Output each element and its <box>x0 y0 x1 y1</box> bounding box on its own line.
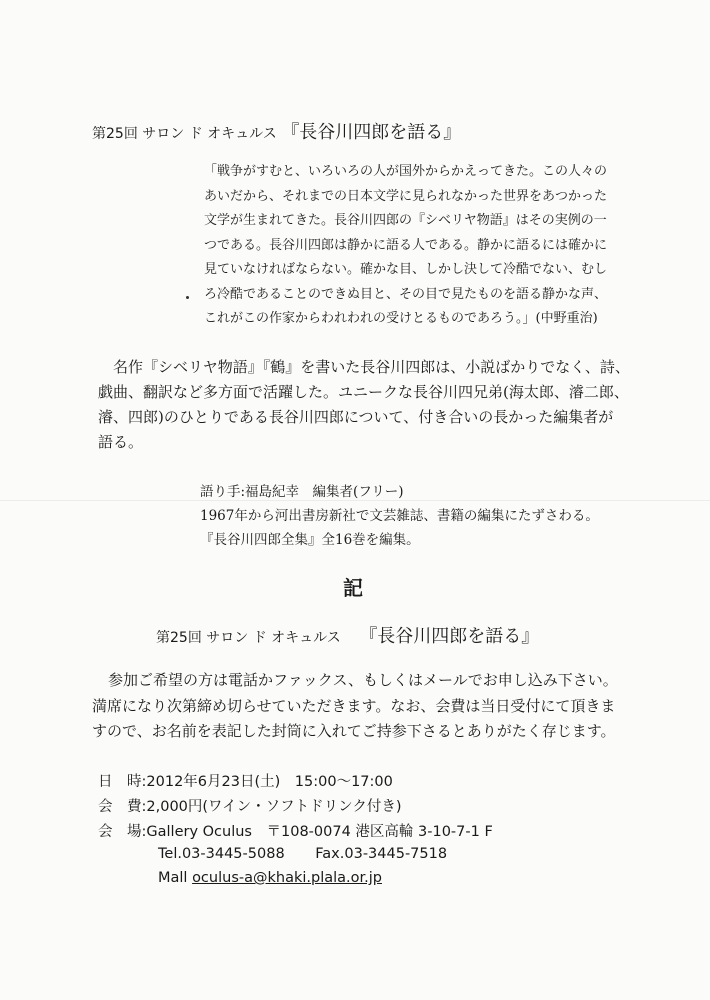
date-label: 日 時: <box>98 774 147 790</box>
speaker-line: 1967年から河出書房新社で文芸雑誌、書籍の編集にたずさわる。 <box>200 508 599 524</box>
record-mark: 記 <box>343 576 363 600</box>
venue-value: Gallery Oculus 〒108-0074 港区高輪 3-10-7-1 F <box>146 824 493 840</box>
notice-line: すので、お名前を表記した封筒に入れてご持参下さるとありがたく存じます。 <box>92 722 616 740</box>
event-number: 第25回 サロン ド オキュルス <box>92 126 277 142</box>
fee-label: 会 費: <box>98 799 147 815</box>
notice-line: 参加ご希望の方は電話かファックス、もしくはメールでお申し込み下さい。 <box>108 671 618 689</box>
event-title-2: 『長谷川四郎を語る』 <box>359 626 540 647</box>
quote-line: これがこの作家からわれわれの受けとるものであろう。」(中野重治) <box>204 311 598 326</box>
quote-line: つである。長谷川四郎は静かに語る人である。静かに語るには確かに <box>204 237 608 253</box>
venue-row <box>98 820 493 841</box>
speaker-line: 語り手:福島紀幸 編集者(フリー) <box>200 484 404 500</box>
mail-label: Mall <box>158 870 188 886</box>
notice-paragraph <box>92 668 618 745</box>
mail-row <box>158 870 382 886</box>
quote-block <box>204 160 607 332</box>
fee-row <box>98 795 402 816</box>
fee-value: 2,000円(ワイン・ソフトドリンク付き) <box>146 799 402 815</box>
intro-line: 戯曲、翻訳など多方面で活躍した。ユニークな長谷川四兄弟(海太郎、濬二郎、 <box>98 383 629 401</box>
stray-mark <box>186 296 189 299</box>
date-value: 2012年6月23日(土) 15:00〜17:00 <box>146 774 393 790</box>
event-heading <box>92 118 461 144</box>
quote-line: ろ冷酷であることのできぬ目と、その目で見たものを語る静かな声、 <box>204 286 608 302</box>
email-link[interactable]: oculus-a@khaki.plala.or.jp <box>192 870 382 886</box>
intro-paragraph <box>98 355 630 455</box>
tel-number: Tel.03-3445-5088 <box>158 846 285 862</box>
quote-line: 見ていなければならない。確かな目、しかし決して冷酷でない、むし <box>204 262 608 277</box>
speaker-line: 『長谷川四郎全集』全16巻を編集。 <box>200 532 420 548</box>
notice-line: 満席になり次第締め切らせていただきます。なお、会費は当日受付にて頂きま <box>92 696 616 715</box>
quote-line: 文学が生まれてきた。長谷川四郎の『シベリヤ物語』はその実例の一 <box>204 213 607 228</box>
intro-line: 名作『シベリヤ物語』『鶴』を書いた長谷川四郎は、小説ばかりでなく、詩、 <box>113 358 630 376</box>
quote-line: あいだから、それまでの日本文学に見られなかった世界をあつかった <box>204 188 608 204</box>
fax-number: Fax.03-3445-7518 <box>315 846 448 862</box>
contact-row <box>158 846 447 862</box>
intro-line: 語る。 <box>98 433 144 451</box>
venue-label: 会 場: <box>98 824 147 840</box>
event-title: 『長谷川四郎を語る』 <box>281 122 462 143</box>
intro-line: 濬、四郎)のひとりである長谷川四郎について、付き合いの長かった編集者が <box>98 408 614 426</box>
event-number-2: 第25回 サロン ド オキュルス <box>156 630 341 646</box>
event-heading-2 <box>156 622 539 648</box>
date-row <box>98 770 393 791</box>
quote-line: 「戦争がすむと、いろいろの人が国外からかえってきた。この人々の <box>204 164 608 179</box>
speaker-profile <box>200 480 599 552</box>
